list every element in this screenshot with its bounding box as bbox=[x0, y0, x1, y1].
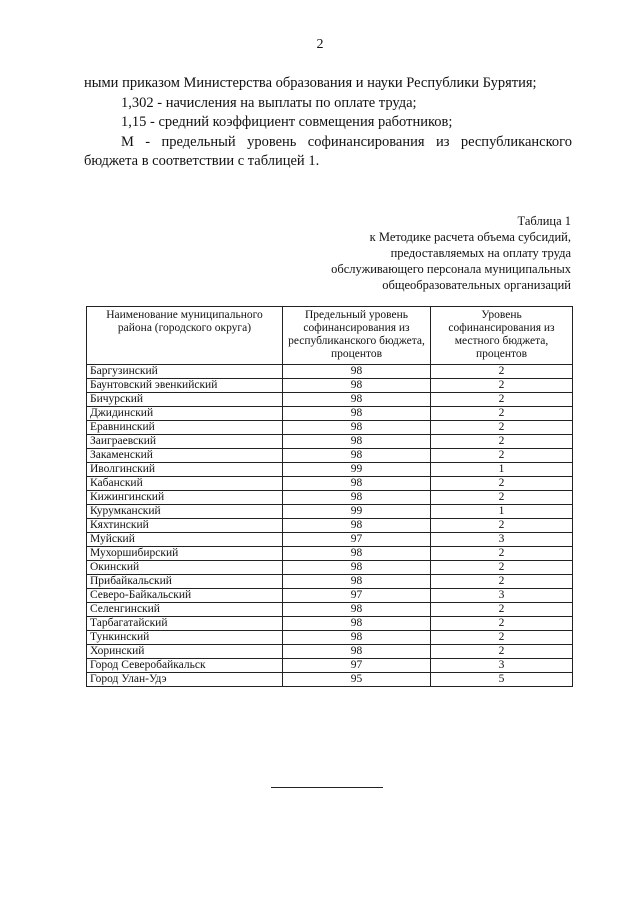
table-row bbox=[87, 603, 573, 617]
republic-level-cell: 98 bbox=[283, 407, 431, 421]
district-name-cell: Курумканский bbox=[87, 505, 283, 519]
table-row bbox=[87, 491, 573, 505]
republic-level-cell: 98 bbox=[283, 435, 431, 449]
district-name-cell: Кижингинский bbox=[87, 491, 283, 505]
page-number: 2 bbox=[316, 37, 324, 52]
republic-level-cell: 98 bbox=[283, 491, 431, 505]
district-name-cell: Джидинский bbox=[87, 407, 283, 421]
district-name-cell: Хоринский bbox=[87, 645, 283, 659]
republic-level-cell: 98 bbox=[283, 449, 431, 463]
header-republic-level: Предельный уровень софинансирования из республиканского бюджета, процентов bbox=[283, 307, 431, 365]
table-body bbox=[87, 365, 573, 687]
table-row bbox=[87, 631, 573, 645]
local-level-cell: 2 bbox=[431, 561, 573, 575]
republic-level-cell: 98 bbox=[283, 603, 431, 617]
local-level-cell: 2 bbox=[431, 631, 573, 645]
intro-line-4: М - предельный уровень софинансирования из республиканского бюджета в соответствии с таблицей 1. bbox=[84, 133, 572, 169]
intro-line-3: 1,15 - средний коэффициент совмещения работников; bbox=[121, 114, 453, 130]
table-row bbox=[87, 519, 573, 533]
republic-level-cell: 98 bbox=[283, 393, 431, 407]
table-header-row bbox=[87, 307, 573, 365]
local-level-cell: 2 bbox=[431, 435, 573, 449]
table-row bbox=[87, 435, 573, 449]
local-level-cell: 3 bbox=[431, 533, 573, 547]
district-name-cell: Мухоршибирский bbox=[87, 547, 283, 561]
table-row bbox=[87, 547, 573, 561]
local-level-cell: 2 bbox=[431, 449, 573, 463]
table-row bbox=[87, 575, 573, 589]
local-level-cell: 2 bbox=[431, 477, 573, 491]
footer-rule bbox=[271, 787, 383, 788]
republic-level-cell: 98 bbox=[283, 365, 431, 379]
table-row bbox=[87, 673, 573, 687]
table-appendix-note bbox=[271, 213, 571, 293]
table-row bbox=[87, 617, 573, 631]
table-row bbox=[87, 533, 573, 547]
republic-level-cell: 98 bbox=[283, 421, 431, 435]
district-name-cell: Еравнинский bbox=[87, 421, 283, 435]
table-row bbox=[87, 407, 573, 421]
republic-level-cell: 98 bbox=[283, 631, 431, 645]
republic-level-cell: 98 bbox=[283, 547, 431, 561]
district-name-cell: Кяхтинский bbox=[87, 519, 283, 533]
district-name-cell: Город Улан-Удэ bbox=[87, 673, 283, 687]
table-row bbox=[87, 379, 573, 393]
district-name-cell: Баунтовский эвенкийский bbox=[87, 379, 283, 393]
local-level-cell: 2 bbox=[431, 393, 573, 407]
district-name-cell: Тарбагатайский bbox=[87, 617, 283, 631]
appendix-line-1: к Методике расчета объема субсидий, bbox=[369, 230, 571, 244]
local-level-cell: 2 bbox=[431, 519, 573, 533]
republic-level-cell: 97 bbox=[283, 533, 431, 547]
republic-level-cell: 99 bbox=[283, 505, 431, 519]
table-row bbox=[87, 463, 573, 477]
table-row bbox=[87, 561, 573, 575]
district-name-cell: Заиграевский bbox=[87, 435, 283, 449]
local-level-cell: 3 bbox=[431, 659, 573, 673]
republic-level-cell: 98 bbox=[283, 477, 431, 491]
intro-line-1: ными приказом Министерства образования и науки Республики Бурятия; bbox=[84, 75, 537, 91]
table-label: Таблица 1 bbox=[517, 214, 571, 228]
district-name-cell: Закаменский bbox=[87, 449, 283, 463]
table-row bbox=[87, 645, 573, 659]
district-name-cell: Иволгинский bbox=[87, 463, 283, 477]
table-row bbox=[87, 393, 573, 407]
district-name-cell: Город Северобайкальск bbox=[87, 659, 283, 673]
table-row bbox=[87, 659, 573, 673]
district-name-cell: Прибайкальский bbox=[87, 575, 283, 589]
local-level-cell: 1 bbox=[431, 463, 573, 477]
table-row bbox=[87, 449, 573, 463]
header-district: Наименование муниципального района (городского округа) bbox=[87, 307, 283, 365]
table-row bbox=[87, 365, 573, 379]
local-level-cell: 2 bbox=[431, 379, 573, 393]
local-level-cell: 2 bbox=[431, 645, 573, 659]
local-level-cell: 2 bbox=[431, 617, 573, 631]
republic-level-cell: 98 bbox=[283, 575, 431, 589]
local-level-cell: 2 bbox=[431, 547, 573, 561]
republic-level-cell: 98 bbox=[283, 561, 431, 575]
local-level-cell: 2 bbox=[431, 365, 573, 379]
table-row bbox=[87, 589, 573, 603]
intro-line-2: 1,302 - начисления на выплаты по оплате труда; bbox=[121, 94, 417, 111]
republic-level-cell: 98 bbox=[283, 519, 431, 533]
district-name-cell: Муйский bbox=[87, 533, 283, 547]
district-name-cell: Баргузинский bbox=[87, 365, 283, 379]
district-name-cell: Селенгинский bbox=[87, 603, 283, 617]
table-row bbox=[87, 477, 573, 491]
republic-level-cell: 98 bbox=[283, 617, 431, 631]
local-level-cell: 5 bbox=[431, 673, 573, 687]
republic-level-cell: 97 bbox=[283, 589, 431, 603]
local-level-cell: 2 bbox=[431, 407, 573, 421]
republic-level-cell: 97 bbox=[283, 659, 431, 673]
appendix-line-3: обслуживающего персонала муниципальных bbox=[331, 262, 571, 276]
republic-level-cell: 95 bbox=[283, 673, 431, 687]
cofinancing-table bbox=[86, 306, 573, 687]
local-level-cell: 2 bbox=[431, 603, 573, 617]
district-name-cell: Тункинский bbox=[87, 631, 283, 645]
local-level-cell: 2 bbox=[431, 491, 573, 505]
intro-text bbox=[84, 74, 572, 172]
header-local-level: Уровень софинансирования из местного бюджета, процентов bbox=[431, 307, 573, 365]
local-level-cell: 3 bbox=[431, 589, 573, 603]
table-row bbox=[87, 505, 573, 519]
republic-level-cell: 98 bbox=[283, 645, 431, 659]
district-name-cell: Окинский bbox=[87, 561, 283, 575]
appendix-line-4: общеобразовательных организаций bbox=[382, 278, 571, 292]
local-level-cell: 1 bbox=[431, 505, 573, 519]
republic-level-cell: 99 bbox=[283, 463, 431, 477]
district-name-cell: Кабанский bbox=[87, 477, 283, 491]
republic-level-cell: 98 bbox=[283, 379, 431, 393]
district-name-cell: Северо-Байкальский bbox=[87, 589, 283, 603]
table-row bbox=[87, 421, 573, 435]
local-level-cell: 2 bbox=[431, 421, 573, 435]
district-name-cell: Бичурский bbox=[87, 393, 283, 407]
local-level-cell: 2 bbox=[431, 575, 573, 589]
appendix-line-2: предоставляемых на оплату труда bbox=[390, 246, 571, 260]
